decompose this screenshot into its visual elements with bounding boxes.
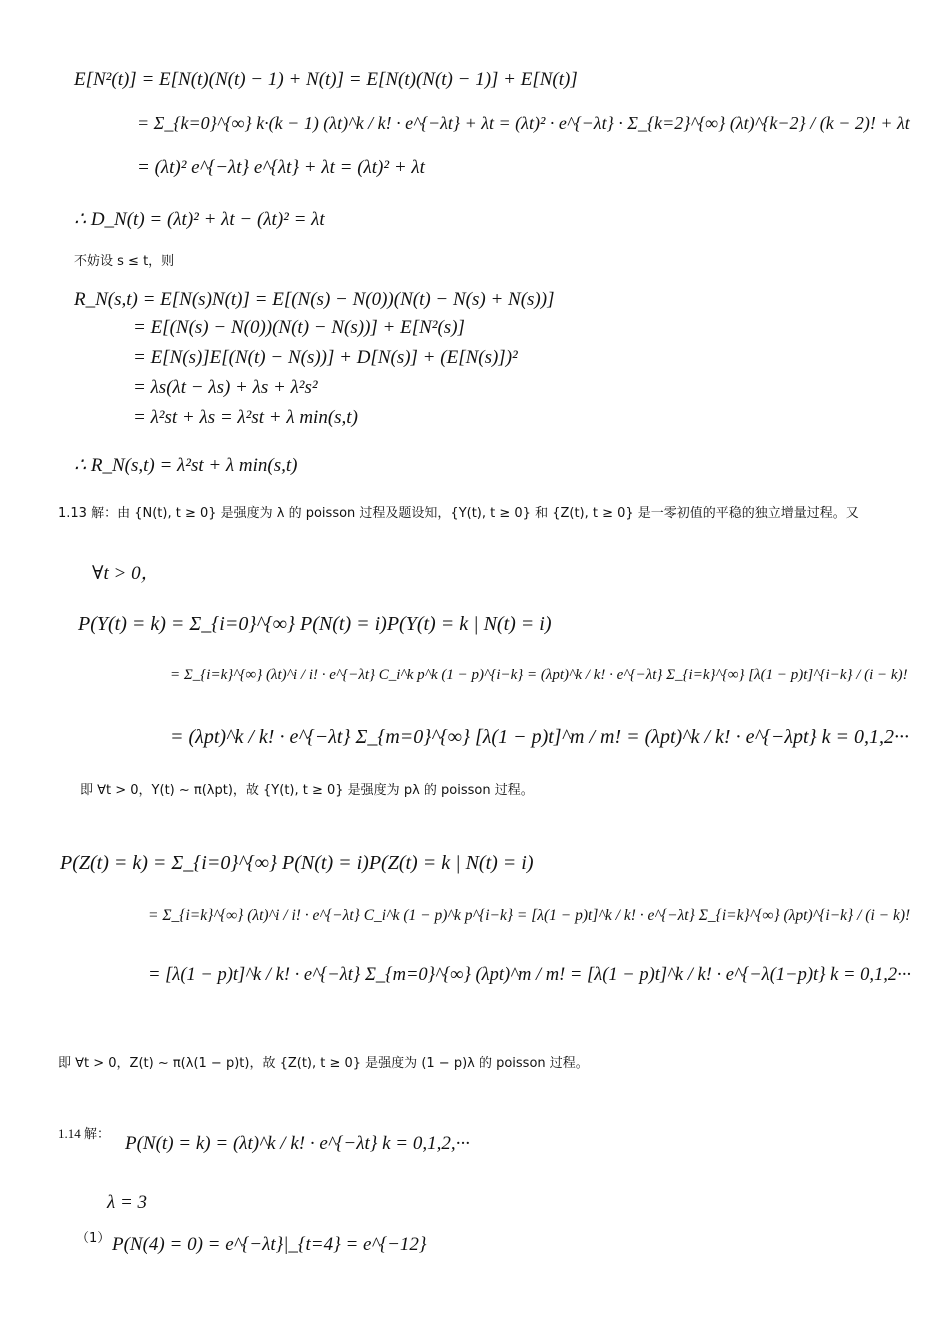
eq1-line3: = (λt)² e^{−λt} e^{λt} + λt = (λt)² + λt [137, 157, 425, 178]
eq2-line4: = λs(λt − λs) + λs + λ²s² [133, 377, 318, 398]
problem-1-13-intro: 1.13 解：由 {N(t), t ≥ 0} 是强度为 λ 的 poisson 过程及题设知，{Y(t), t ≥ 0} 和 {Z(t), t ≥ 0} 是一零初值的平稳的独立增量过程。又 [58, 506, 859, 521]
part-1-label: （1） [76, 1231, 111, 1246]
therefore-correlation: ∴ R_N(s,t) = λ²st + λ min(s,t) [74, 455, 298, 476]
eq2-line5: = λ²st + λs = λ²st + λ min(s,t) [133, 407, 358, 428]
pz-line3: = [λ(1 − p)t]^k / k! · e^{−λt} Σ_{m=0}^{∞} (λpt)^m / m! = [λ(1 − p)t]^k / k! · e^{−λ(1−p)t} k = 0,1,2··· [148, 965, 911, 985]
eq2-line3: = E[N(s)]E[(N(t) − N(s))] + D[N(s)] + (E[N(s)])² [133, 347, 518, 368]
lambda-value: λ = 3 [107, 1192, 148, 1213]
py-line2: = Σ_{i=k}^{∞} (λt)^i / i! · e^{−λt} C_i^k p^k (1 − p)^{i−k} = (λpt)^k / k! · e^{−λt} Σ_{i=k}^{∞} [λ(1 − p)t]^{i−k} / (i − k)! [170, 667, 908, 683]
pz-line2: = Σ_{i=k}^{∞} (λt)^i / i! · e^{−λt} C_i^k (1 − p)^k p^{i−k} = [λ(1 − p)t]^k / k! · e^{−λt} Σ_{i=k}^{∞} (λpt)^{i−k} / (i − k)! [148, 907, 911, 924]
pz-line1: P(Z(t) = k) = Σ_{i=0}^{∞} P(N(t) = i)P(Z(t) = k | N(t) = i) [60, 852, 534, 874]
py-line3: = (λpt)^k / k! · e^{−λt} Σ_{m=0}^{∞} [λ(1 − p)t]^m / m! = (λpt)^k / k! · e^{−λpt} k = 0,1,2··· [170, 726, 909, 748]
poisson-pmf: P(N(t) = k) = (λt)^k / k! · e^{−λt} k = 0,1,2,··· [125, 1133, 470, 1154]
assume-s-le-t: 不妨设 s ≤ t，则 [74, 254, 175, 269]
eq1-line2: = Σ_{k=0}^{∞} k·(k − 1) (λt)^k / k! · e^{−λt} + λt = (λt)² · e^{−λt} · Σ_{k=2}^{∞} (λt)^{k−2} / (k − 2)! + λt [137, 113, 910, 133]
part-1-equation: P(N(4) = 0) = e^{−λt}|_{t=4} = e^{−12} [112, 1234, 427, 1255]
forall-t-positive: ∀t > 0， [92, 563, 160, 584]
conclusion-y-poisson: 即 ∀t > 0，Y(t) ~ π(λpt)，故 {Y(t), t ≥ 0} 是强度为 pλ 的 poisson 过程。 [80, 783, 534, 798]
py-line1: P(Y(t) = k) = Σ_{i=0}^{∞} P(N(t) = i)P(Y(t) = k | N(t) = i) [78, 613, 552, 635]
eq2-line2: = E[(N(s) − N(0))(N(t) − N(s))] + E[N²(s)] [133, 317, 465, 338]
therefore-variance: ∴ D_N(t) = (λt)² + λt − (λt)² = λt [74, 209, 325, 230]
conclusion-z-poisson: 即 ∀t > 0，Z(t) ~ π(λ(1 − p)t)，故 {Z(t), t ≥ 0} 是强度为 (1 − p)λ 的 poisson 过程。 [58, 1056, 589, 1071]
eq1-line1: E[N²(t)] = E[N(t)(N(t) − 1) + N(t)] = E[N(t)(N(t) − 1)] + E[N(t)] [74, 69, 578, 90]
problem-1-14-label: 1.14 解： [58, 1126, 111, 1141]
eq2-line1: R_N(s,t) = E[N(s)N(t)] = E[(N(s) − N(0))(N(t) − N(s) + N(s))] [74, 289, 555, 310]
